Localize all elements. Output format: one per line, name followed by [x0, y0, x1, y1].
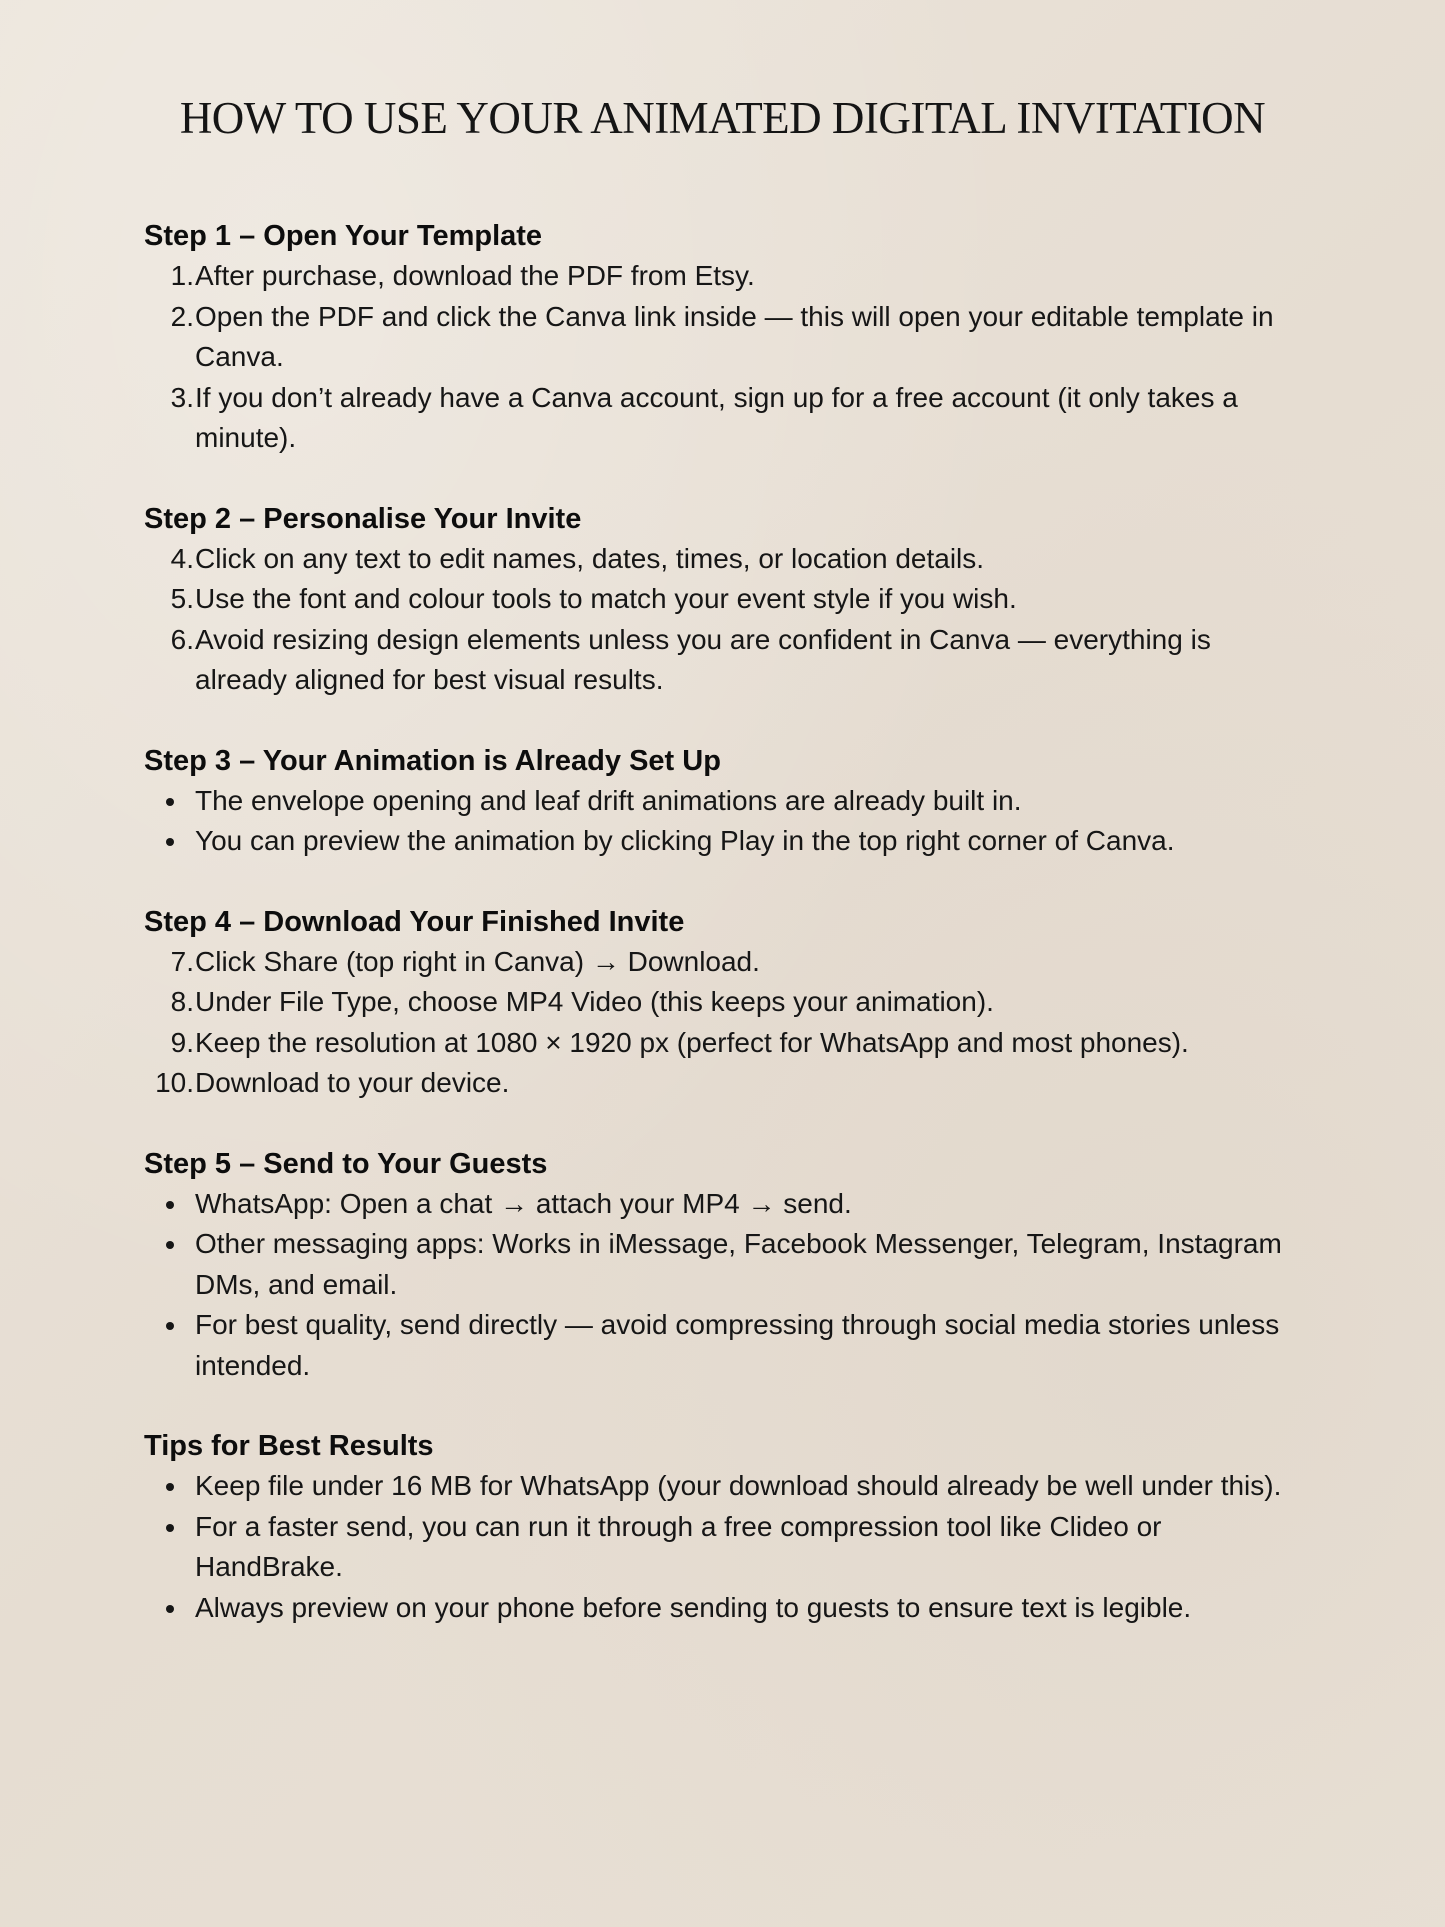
list-number: 4.	[170, 542, 194, 574]
bullet-list	[144, 1466, 1309, 1628]
section-step-1	[144, 216, 1309, 459]
section-heading: Step 1 – Open Your Template	[144, 220, 543, 252]
list-item	[144, 1305, 1309, 1386]
list-item	[144, 256, 1309, 297]
list-item-text: Avoid resizing design elements unless you are confident in Canva — everything is already aligned for best visual results.	[195, 623, 1211, 695]
list-item-text: You can preview the animation by clicking Play in the top right corner of Canva.	[195, 825, 1175, 856]
list-item-text: Use the font and colour tools to match your event style if you wish.	[195, 583, 1017, 614]
list-item	[144, 579, 1309, 620]
list-item-text: Under File Type, choose MP4 Video (this keeps your animation).	[195, 986, 994, 1017]
list-item	[144, 942, 1309, 983]
section-heading: Step 5 – Send to Your Guests	[144, 1147, 548, 1180]
list-item	[144, 1466, 1309, 1507]
list-number: 3.	[170, 381, 194, 413]
list-item	[144, 1023, 1309, 1064]
bullet-dot-icon	[166, 1605, 174, 1613]
section-tips	[144, 1426, 1309, 1628]
list-item-text: After purchase, download the PDF from Etsy.	[195, 260, 755, 291]
list-item-text: Download to your device.	[195, 1067, 510, 1098]
bullet-dot-icon	[166, 798, 174, 806]
list-item	[144, 781, 1309, 822]
list-item	[144, 821, 1309, 862]
bullet-dot-icon	[166, 1483, 174, 1491]
list-item-text: Keep the resolution at 1080 × 1920 px (perfect for WhatsApp and most phones).	[195, 1026, 1189, 1058]
bullet-list	[144, 1184, 1309, 1387]
list-number: 1.	[170, 260, 194, 291]
list-number: 10.	[155, 1067, 194, 1098]
list-item-text: Always preview on your phone before sending to guests to ensure text is legible.	[195, 1591, 1192, 1623]
bullet-dot-icon	[166, 1241, 174, 1249]
bullet-dot-icon	[166, 1201, 174, 1209]
list-item	[144, 1224, 1309, 1305]
bullet-dot-icon	[166, 1524, 174, 1532]
list-item-text: WhatsApp: Open a chat → attach your MP4 → send.	[195, 1187, 852, 1219]
list-item	[144, 297, 1309, 378]
list-item	[144, 620, 1309, 701]
bullet-dot-icon	[166, 1322, 174, 1330]
list-item	[144, 1588, 1309, 1629]
list-number: 5.	[170, 583, 194, 614]
list-item-text: For best quality, send directly — avoid compressing through social media stories unless intended.	[195, 1309, 1280, 1381]
section-heading: Step 2 – Personalise Your Invite	[144, 502, 582, 535]
section-step-2	[144, 499, 1309, 701]
section-heading: Tips for Best Results	[144, 1430, 434, 1462]
list-number: 2.	[170, 300, 194, 332]
section-step-5	[144, 1144, 1309, 1387]
list-item	[144, 539, 1309, 580]
step-list	[144, 942, 1309, 1104]
bullet-dot-icon	[166, 838, 174, 846]
list-number: 6.	[170, 623, 194, 655]
list-item-text: Keep file under 16 MB for WhatsApp (your download should already be well under this).	[195, 1470, 1282, 1501]
list-item-text: If you don’t already have a Canva account, sign up for a free account (it only takes a minute).	[195, 381, 1238, 453]
page-title: HOW TO USE YOUR ANIMATED DIGITAL INVITATION	[179, 93, 1266, 143]
list-item-text: Click on any text to edit names, dates, times, or location details.	[195, 542, 985, 574]
section-step-4	[144, 902, 1309, 1104]
sections-container	[144, 216, 1309, 1628]
section-heading: Step 4 – Download Your Finished Invite	[144, 905, 685, 938]
list-number: 7.	[170, 945, 194, 977]
list-item	[144, 1507, 1309, 1588]
list-item-text: Click Share (top right in Canva) → Download.	[195, 945, 760, 977]
section-heading: Step 3 – Your Animation is Already Set Up	[144, 744, 721, 777]
step-list	[144, 539, 1309, 701]
list-item	[144, 982, 1309, 1023]
list-item-text: The envelope opening and leaf drift animations are already built in.	[195, 784, 1022, 816]
list-item-text: Other messaging apps: Works in iMessage, Facebook Messenger, Telegram, Instagram DMs, and email.	[195, 1228, 1282, 1300]
bullet-list	[144, 781, 1309, 862]
list-item-text: For a faster send, you can run it through a free compression tool like Clideo or HandBrake.	[195, 1510, 1162, 1582]
list-item	[144, 1063, 1309, 1104]
section-step-3	[144, 741, 1309, 862]
list-number: 8.	[170, 986, 194, 1017]
list-item	[144, 1184, 1309, 1225]
list-item	[144, 378, 1309, 459]
step-list	[144, 256, 1309, 459]
list-number: 9.	[170, 1026, 194, 1058]
list-item-text: Open the PDF and click the Canva link inside — this will open your editable template in Canva.	[195, 300, 1274, 372]
